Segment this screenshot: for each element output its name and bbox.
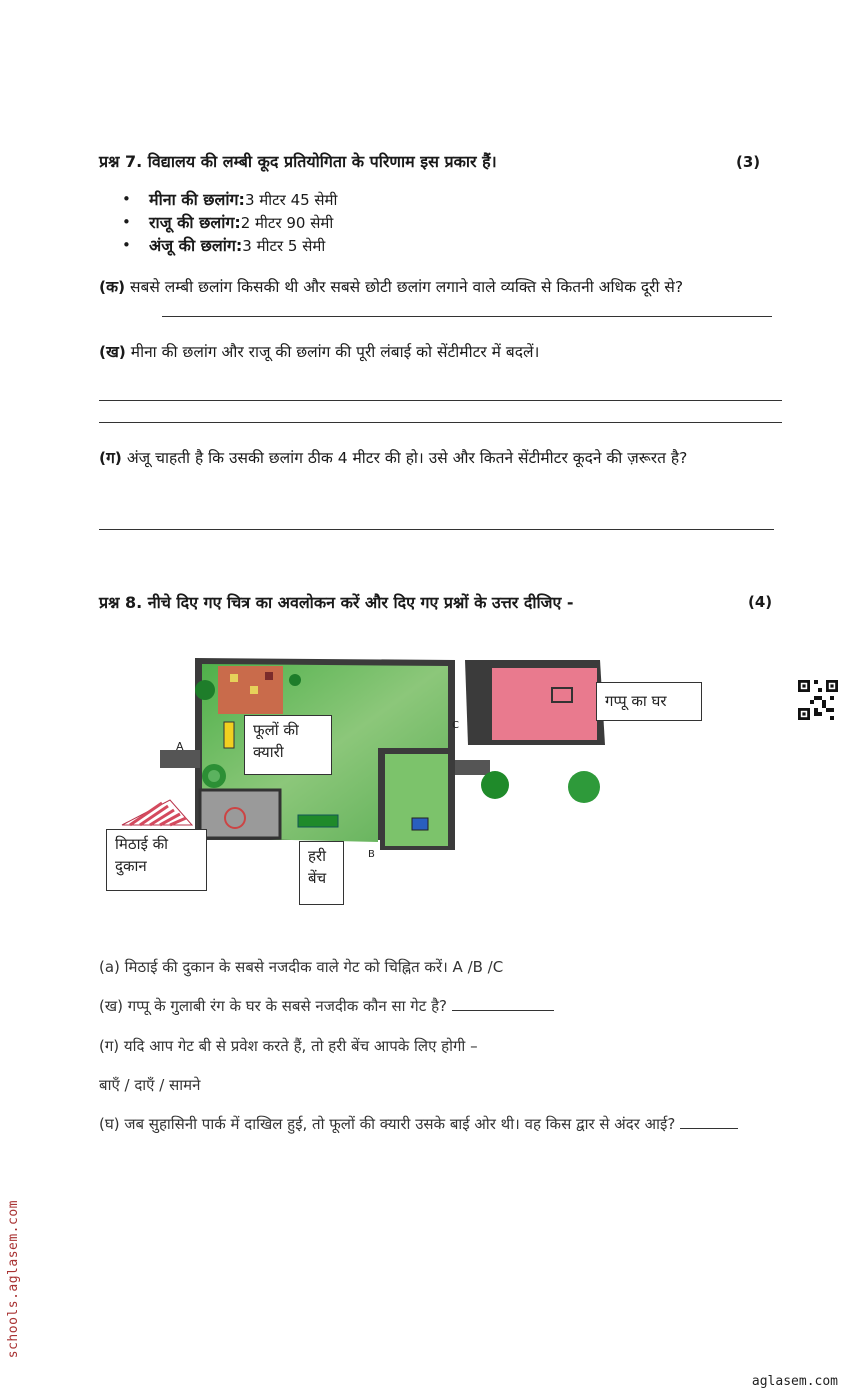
part-text: मीना की छलांग और राजू की छलांग की पूरी लंबाई को सेंटीमीटर में बदलें। (130, 343, 540, 361)
q8-sub-g-options: बाएँ / दाएँ / सामने (99, 1076, 201, 1094)
result-value: 3 मीटर 45 सेमी (244, 191, 338, 209)
q8-sub-a: (a) मिठाई की दुकान के सबसे नजदीक वाले गेट को चिह्नित करें। A /B /C (99, 958, 504, 976)
side-watermark: schools.aglasem.com (6, 1200, 21, 1359)
sweet-shop-label: मिठाई की दुकान (106, 829, 207, 891)
result-item (122, 211, 337, 234)
part-tag: (क) (99, 278, 126, 296)
pink-house (492, 668, 597, 740)
result-item (122, 234, 337, 257)
q7-marks: (3) (736, 153, 761, 171)
gate-b-label: B (368, 849, 375, 860)
green-bench (298, 815, 338, 827)
flower-dot (265, 672, 273, 680)
bush (289, 674, 301, 686)
sub-text: (ख) गप्पू के गुलाबी रंग के घर के सबसे नजदीक कौन सा गेट है? (99, 997, 447, 1015)
q8-heading: प्रश्न 8. नीचे दिए गए चित्र का अवलोकन करें और दिए गए प्रश्नों के उत्तर दीजिए - (99, 593, 574, 612)
courtyard (200, 790, 280, 838)
footer-watermark: aglasem.com (751, 1374, 838, 1389)
result-value: 2 मीटर 90 सेमी (240, 214, 334, 232)
blue-booth (412, 818, 428, 830)
q7-part-k (99, 276, 785, 299)
bush (195, 680, 215, 700)
answer-blank[interactable] (680, 1128, 738, 1129)
flower-dot (250, 686, 258, 694)
bench-label: हरी बेंच (299, 841, 344, 905)
tree (568, 771, 600, 803)
park-grass-lower (385, 754, 448, 846)
result-name: राजू की छलांग: (149, 213, 241, 232)
answer-line[interactable] (99, 529, 774, 530)
part-text: अंजू चाहती है कि उसकी छलांग ठीक 4 मीटर की हो। उसे और कितने सेंटीमीटर कूदने की ज़रूरत है? (126, 449, 688, 467)
answer-line[interactable] (99, 400, 782, 401)
part-text: सबसे लम्बी छलांग किसकी थी और सबसे छोटी छलांग लगाने वाले व्यक्ति से कितनी अधिक दूरी से? (130, 278, 684, 296)
road (455, 760, 490, 775)
qr-code (798, 680, 838, 720)
sub-text: (घ) जब सुहासिनी पार्क में दाखिल हुई, तो फूलों की क्यारी उसके बाई ओर थी। वह किस द्वार से अंदर आई? (99, 1115, 676, 1133)
sweet-shop-awning (122, 800, 192, 825)
answer-line[interactable] (162, 316, 772, 317)
q8-marks: (4) (748, 593, 773, 611)
q7-heading: प्रश्न 7. विद्यालय की लम्बी कूद प्रतियोगिता के परिणाम इस प्रकार हैं। (99, 152, 497, 171)
q8-sub-g: (ग) यदि आप गेट बी से प्रवेश करते हैं, तो हरी बेंच आपके लिए होगी – (99, 1037, 478, 1055)
q8-sub-kh (99, 996, 554, 1016)
result-value: 3 मीटर 5 सेमी (242, 237, 326, 255)
q8-sub-gh (99, 1113, 785, 1135)
bush-center (208, 770, 220, 782)
result-name: अंजू की छलांग: (149, 236, 243, 255)
q7-results-list (122, 188, 337, 257)
yellow-bench (224, 722, 234, 748)
part-tag: (ख) (99, 343, 126, 361)
gate-c-label: C (452, 720, 459, 731)
result-item (122, 188, 337, 211)
q7-part-g (99, 447, 779, 470)
answer-line[interactable] (99, 422, 782, 423)
flower-dot (230, 674, 238, 682)
result-name: मीना की छलांग: (149, 190, 245, 209)
gate-a-label: A (176, 740, 184, 753)
house-label: गप्पू का घर (596, 682, 702, 721)
answer-blank[interactable] (452, 1010, 554, 1011)
tree (481, 771, 509, 799)
part-tag: (ग) (99, 449, 122, 467)
flower-bed-label: फूलों की क्यारी (244, 715, 332, 775)
q7-part-kh (99, 341, 785, 364)
